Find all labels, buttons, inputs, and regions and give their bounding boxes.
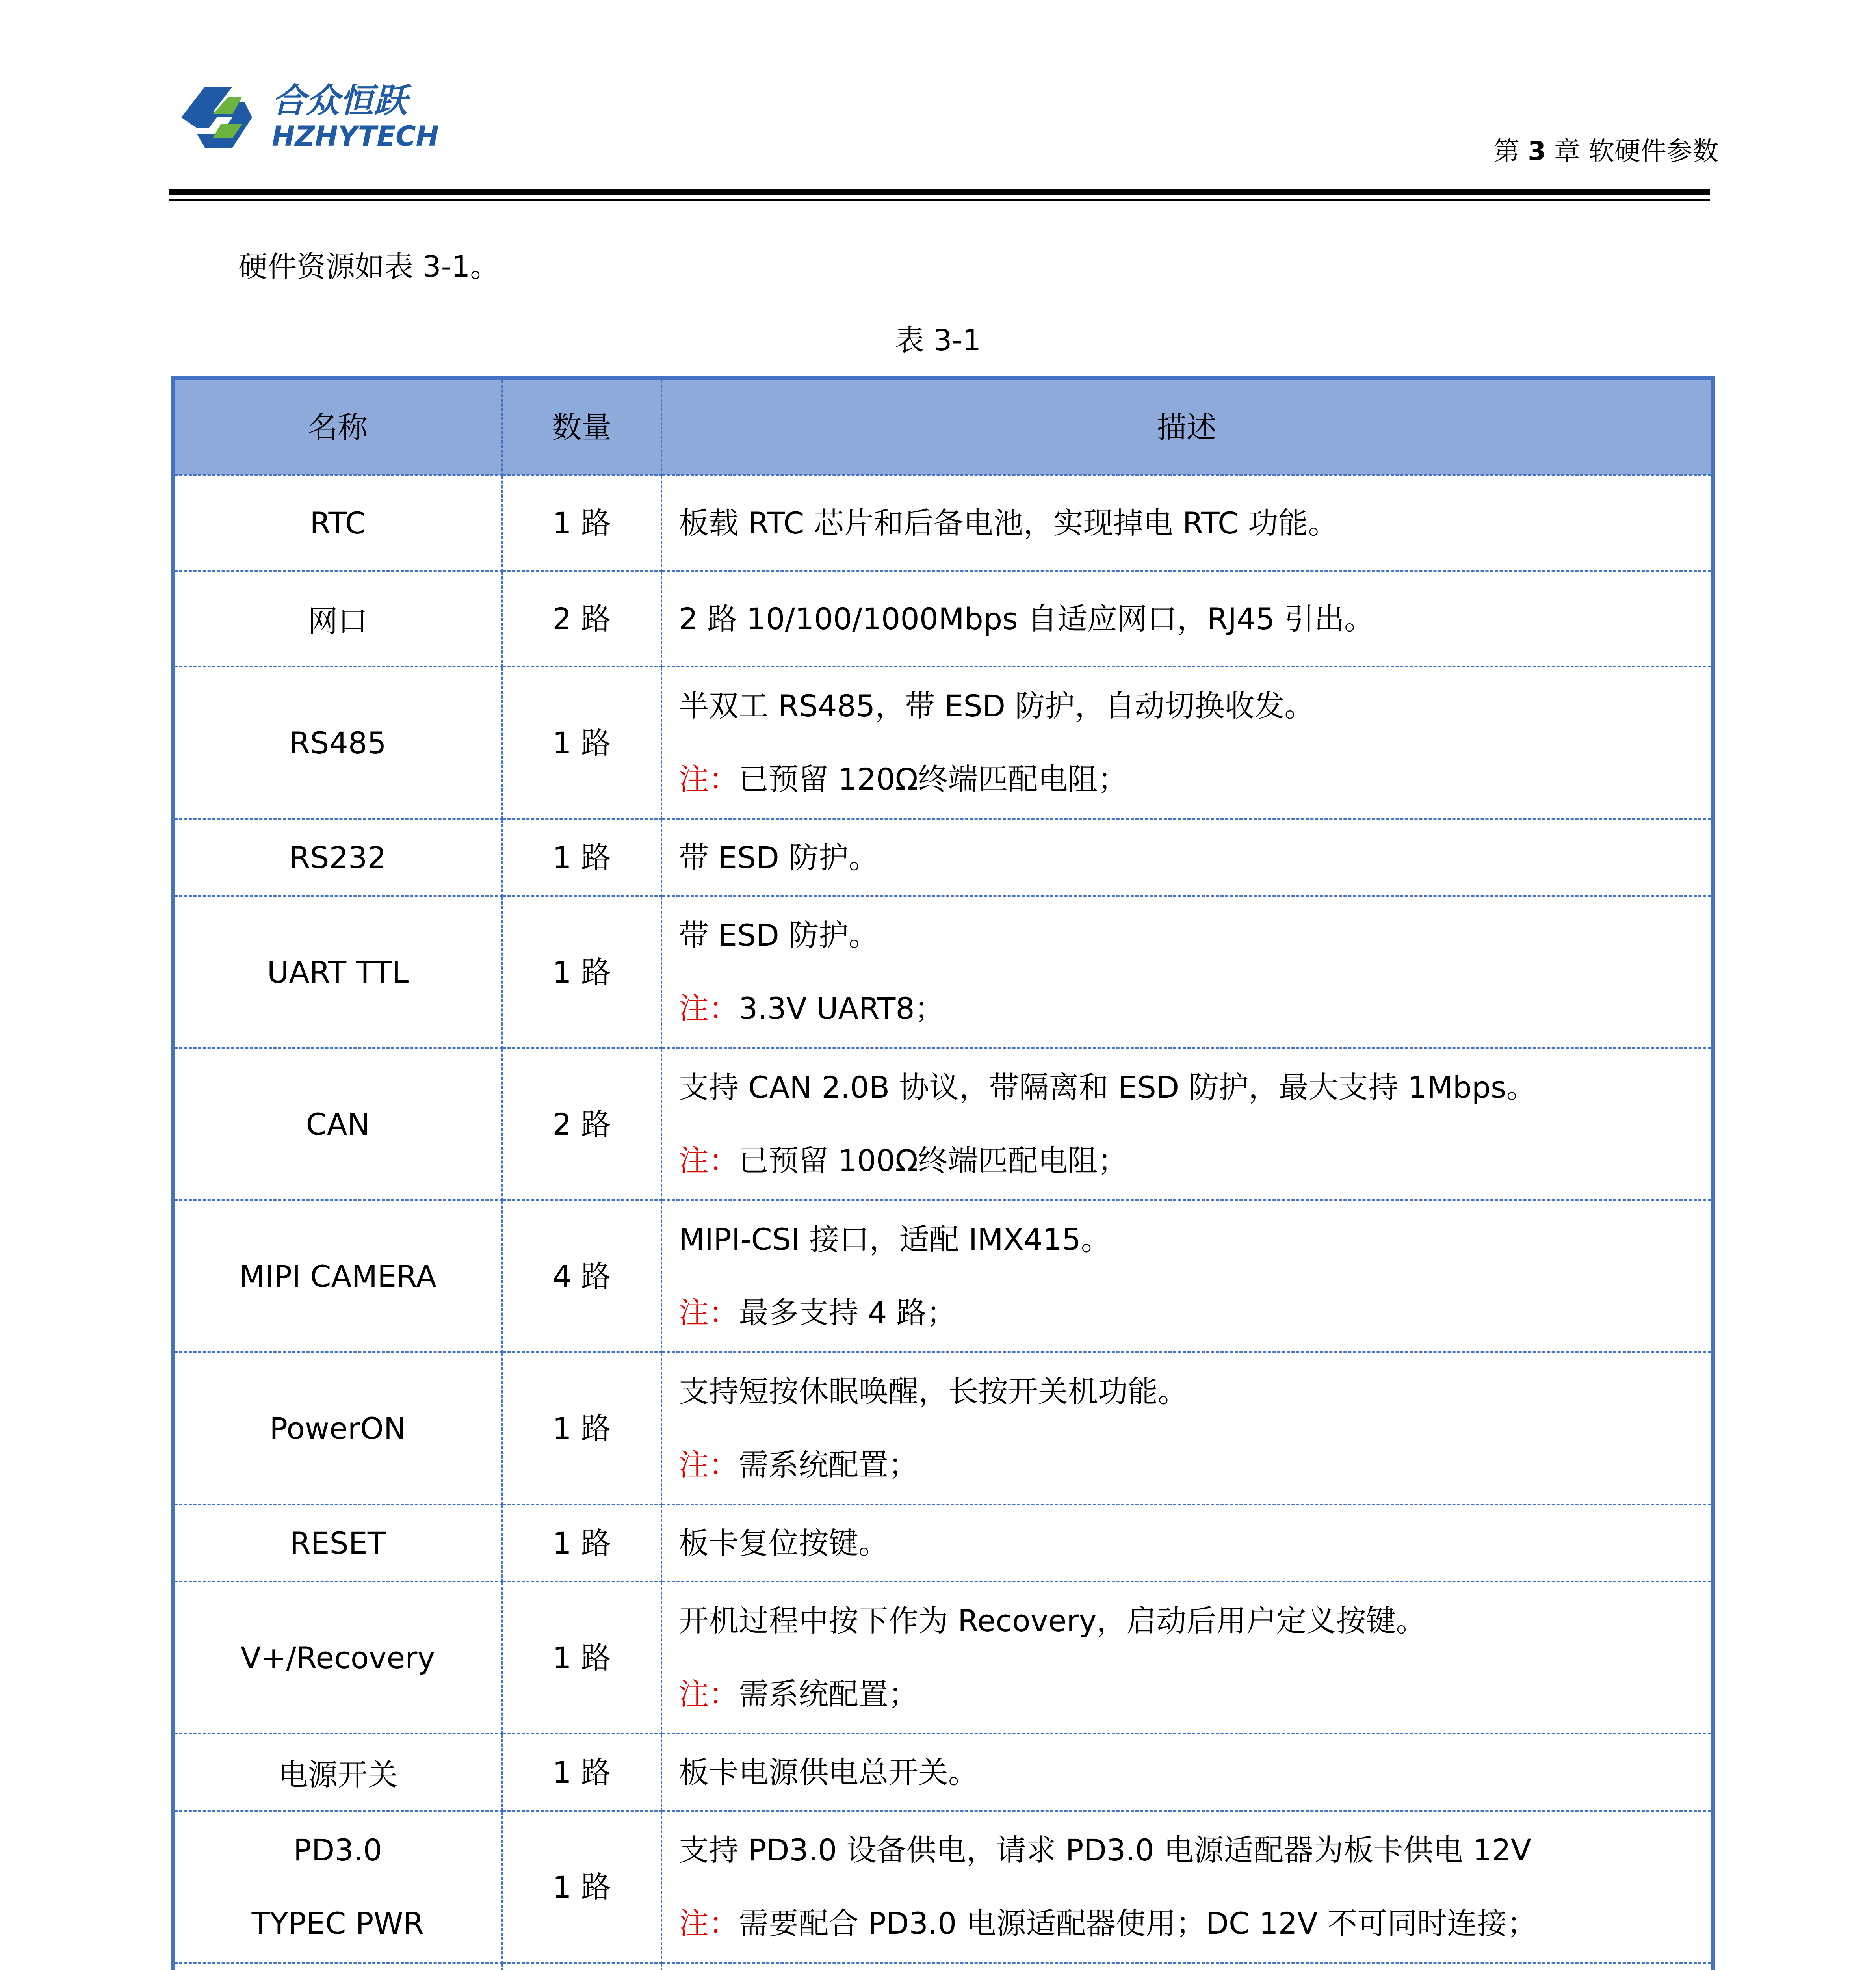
- cell-name-line: MIPI CAMERA: [239, 1258, 436, 1294]
- table-row: [173, 1963, 1713, 1970]
- note-text: 需系统配置；: [739, 1447, 918, 1482]
- table-caption: 表 3-1: [895, 323, 981, 357]
- note-text: 已预留 100Ω终端匹配电阻；: [739, 1143, 1128, 1178]
- cell-name-line: CAN: [306, 1106, 370, 1142]
- note-line: [679, 1887, 1711, 1960]
- header-name: 名称: [173, 378, 502, 475]
- cell-quantity: 1 路: [502, 1582, 661, 1734]
- cell-name: [173, 1200, 502, 1352]
- cell-name-line: RTC: [310, 506, 366, 541]
- note-label: 注：: [679, 991, 739, 1026]
- table-row: [173, 1352, 1713, 1504]
- cell-name-line: UART TTL: [267, 954, 409, 990]
- cell-name: [173, 1352, 502, 1504]
- table-row: [173, 1582, 1713, 1734]
- cell-name-line: V+/Recovery: [240, 1640, 435, 1675]
- description-text: 带 ESD 防护。: [679, 918, 879, 953]
- cell-name-line: RS232: [289, 840, 386, 875]
- note-label: 注：: [679, 1143, 739, 1178]
- cell-quantity: [502, 1963, 661, 1970]
- note-label: 注：: [679, 1295, 739, 1330]
- table-row: [173, 1811, 1713, 1963]
- cell-name: [173, 475, 502, 571]
- cell-quantity: 1 路: [502, 475, 661, 571]
- cell-description: [661, 475, 1713, 571]
- cell-description: [661, 1582, 1713, 1734]
- description-text: 支持 PD3.0 设备供电，请求 PD3.0 电源适配器为板卡供电 12V: [679, 1832, 1531, 1868]
- cell-description: [661, 1504, 1713, 1582]
- cell-description: [661, 1963, 1713, 1970]
- table-row: [173, 571, 1713, 667]
- cell-name: [173, 819, 502, 896]
- intro-text: 硬件资源如表 3-1。: [238, 250, 500, 284]
- cell-name-line: PD3.0: [293, 1832, 383, 1868]
- cell-description: [661, 819, 1713, 896]
- logo-english-text: HZHYTECH: [272, 120, 439, 152]
- note-line: [679, 1124, 1711, 1197]
- note-line: [679, 1276, 1711, 1349]
- company-logo: [173, 75, 473, 160]
- cell-name: [173, 1048, 502, 1200]
- cell-name-line: 网口: [308, 604, 368, 639]
- description-text: 带 ESD 防护。: [679, 840, 879, 875]
- note-label: 注：: [679, 1447, 739, 1482]
- cell-name: [173, 571, 502, 667]
- note-text: 最多支持 4 路；: [739, 1295, 957, 1330]
- table-row: [173, 1048, 1713, 1200]
- cell-description: [661, 896, 1713, 1048]
- note-line: [679, 1428, 1711, 1502]
- note-line: [679, 1658, 1711, 1731]
- table-row: [173, 475, 1713, 571]
- table-row: [173, 1504, 1713, 1582]
- cell-name-line: RS485: [289, 725, 386, 760]
- cell-name: [173, 1582, 502, 1734]
- table-row: [173, 819, 1713, 896]
- cell-quantity: 4 路: [502, 1200, 661, 1352]
- cell-description: [661, 1200, 1713, 1352]
- cell-description: [661, 1048, 1713, 1200]
- cell-description: [661, 1811, 1713, 1963]
- note-text: 3.3V UART8；: [739, 991, 945, 1026]
- note-line: [679, 743, 1711, 816]
- cell-description: [661, 1734, 1713, 1811]
- cell-name: [173, 1811, 502, 1963]
- cell-quantity: 2 路: [502, 571, 661, 667]
- description-text: 支持 CAN 2.0B 协议，带隔离和 ESD 防护，最大支持 1Mbps。: [679, 1070, 1536, 1105]
- header-quantity: 数量: [502, 378, 661, 475]
- chapter-heading: 第 3 章 软硬件参数: [1493, 136, 1718, 166]
- cell-description: [661, 571, 1713, 667]
- cell-quantity: 1 路: [502, 1352, 661, 1504]
- cell-name-line: PowerON: [269, 1411, 406, 1446]
- cell-quantity: 1 路: [502, 1734, 661, 1811]
- note-label: 注：: [679, 1676, 739, 1712]
- cell-quantity: 2 路: [502, 1048, 661, 1200]
- header-description: 描述: [661, 378, 1713, 475]
- table-row: [173, 1200, 1713, 1352]
- logo-mark-icon: [181, 87, 252, 148]
- table-row: [173, 896, 1713, 1048]
- cell-quantity: 1 路: [502, 667, 661, 819]
- logo-chinese-text: 合众恒跃: [272, 81, 407, 121]
- note-text: 需系统配置；: [739, 1676, 918, 1712]
- description-text: 开机过程中按下作为 Recovery，启动后用户定义按键。: [679, 1603, 1426, 1638]
- description-text: [679, 1966, 1711, 1970]
- table-header-row: [173, 378, 1713, 475]
- cell-description: [661, 667, 1713, 819]
- cell-name-line: 电源开关: [278, 1757, 398, 1792]
- description-text: 板载 RTC 芯片和后备电池，实现掉电 RTC 功能。: [679, 506, 1338, 541]
- note-text: 需要配合 PD3.0 电源适配器使用；DC 12V 不可同时连接；: [739, 1906, 1537, 1941]
- cell-quantity: 1 路: [502, 1504, 661, 1582]
- description-text: 半双工 RS485，带 ESD 防护，自动切换收发。: [679, 688, 1315, 723]
- header-rule-thin: [169, 199, 1710, 201]
- description-text: 2 路 10/100/1000Mbps 自适应网口，RJ45 引出。: [679, 601, 1374, 636]
- table-row: [173, 667, 1713, 819]
- hardware-resource-table: [171, 376, 1711, 1970]
- cell-name: [173, 1963, 502, 1970]
- header-rule-thick: [169, 189, 1710, 195]
- cell-name-line: TYPEC PWR: [251, 1906, 424, 1941]
- note-label: 注：: [679, 762, 739, 797]
- cell-name: [173, 1734, 502, 1811]
- cell-quantity: 1 路: [502, 896, 661, 1048]
- cell-quantity: 1 路: [502, 819, 661, 896]
- table-row: [173, 1734, 1713, 1811]
- cell-description: [661, 1352, 1713, 1504]
- cell-name: [173, 896, 502, 1048]
- note-text: 已预留 120Ω终端匹配电阻；: [739, 762, 1128, 797]
- cell-name: [173, 1504, 502, 1582]
- description-text: 板卡电源供电总开关。: [679, 1754, 978, 1790]
- note-line: [679, 972, 1711, 1045]
- description-text: 板卡复位按键。: [679, 1525, 888, 1561]
- cell-name-line: RESET: [290, 1525, 386, 1561]
- cell-name: [173, 667, 502, 819]
- cell-quantity: 1 路: [502, 1811, 661, 1963]
- note-label: 注：: [679, 1906, 739, 1941]
- description-text: 支持短按休眠唤醒，长按开关机功能。: [679, 1374, 1188, 1409]
- description-text: MIPI-CSI 接口，适配 IMX415。: [679, 1222, 1111, 1257]
